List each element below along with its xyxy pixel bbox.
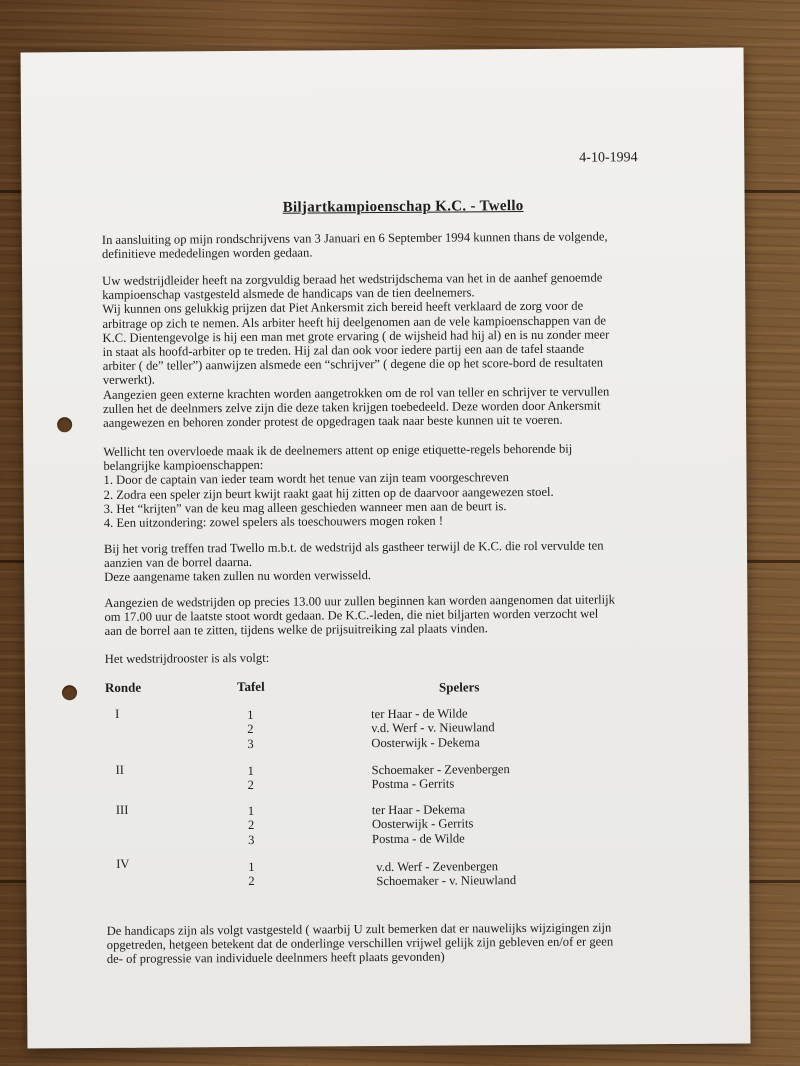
text-line: arbitrage op zich te nemen. Als arbiter heeft hij deelgenomen aan de vele kampioenschappen van de: [102, 313, 607, 331]
schedule-ronde: IV: [116, 856, 130, 871]
text-line: kampioenschap vastgesteld alsmede de handicaps van de tien deelnemers.: [102, 285, 475, 303]
schedule-match: Oosterwijk - Gerrits: [371, 816, 474, 832]
letter-sheet: [21, 47, 751, 1048]
schedule-match: Postma - Gerrits: [371, 776, 455, 792]
schedule-tafel: 3: [247, 832, 255, 847]
text-line: om 17.00 uur de laatste stoot wordt gedaan. De K.C.-leden, die niet biljarten worden verzocht wel: [104, 606, 599, 625]
schedule-header-ronde: Ronde: [104, 679, 142, 695]
paragraph-gastheer: [104, 538, 684, 585]
text-line: aangewezen en behoren zonder protest de opgedragen taak naar beste kunnen uit te voeren.: [103, 412, 563, 430]
schedule-match: v.d. Werf - v. Nieuwland: [371, 720, 495, 736]
schedule-tafel-column: [247, 708, 254, 751]
schedule-tafel: 1: [247, 707, 254, 722]
paragraph-arbitrage: [102, 270, 683, 430]
schedule-tafel-column: [248, 764, 254, 793]
schedule-header-spelers: Spelers: [438, 679, 480, 695]
schedule-tafel: 2: [248, 874, 255, 889]
schedule-tafel: 3: [247, 736, 254, 751]
schedule-tafel-column: [248, 860, 254, 889]
text-line: verwerkt).: [102, 373, 155, 388]
punch-hole-bottom: [62, 685, 77, 700]
text-line: Het wedstrijdrooster is als volgt:: [104, 650, 270, 666]
text-line: Uw wedstrijdleider heeft na zorgvuldig beraad het wedstrijdschema van het in de aanhef genoemde: [102, 270, 603, 288]
schedule-tafel: 2: [247, 778, 254, 793]
letter-date: 4-10-1994: [579, 150, 638, 166]
schedule-header-tafel: Tafel: [236, 678, 265, 695]
schedule-tafel: 2: [247, 818, 255, 833]
schedule-tafel: 2: [247, 722, 254, 737]
schedule-spelers-column: [372, 762, 510, 792]
schedule-tafel: 1: [247, 803, 255, 818]
schedule-match: Schoemaker - v. Nieuwland: [376, 873, 517, 889]
text-line: belangrijke kampioenschappen:: [103, 458, 264, 474]
paragraph-rooster-intro: [105, 648, 685, 666]
text-line: In aansluiting op mijn rondschrijvens van 3 Januari en 6 September 1994 kunnen thans de volgende,: [101, 229, 608, 247]
punch-hole-top: [57, 417, 72, 432]
paragraph-intro: [102, 229, 682, 261]
schedule-match: Postma - de Wilde: [371, 831, 465, 846]
schedule-tafel-column: [248, 804, 255, 847]
schedule-tafel: 1: [248, 859, 255, 874]
paragraph-handicaps: [107, 920, 697, 967]
text-line: Wij kunnen ons gelukkig prijzen dat Piet Ankersmit zich bereid heeft verklaard de zorg voor de: [102, 299, 584, 317]
text-line: Wellicht ten overvloede maak ik de deelnemers attent op enige etiquette-regels behorende bij: [103, 441, 573, 459]
schedule-spelers-column: [371, 706, 495, 750]
schedule-ronde: III: [115, 802, 129, 817]
schedule-tafel: 1: [247, 763, 254, 778]
schedule-spelers-column: [372, 802, 474, 846]
list-item: 3. Het “krijten” van de keu mag alleen geschieden wanneer men aan de beurt is.: [103, 498, 507, 516]
text-line: zullen het de deelnmers zelve zijn die deze taken krijgen toebedeeld. Deze worden door Ankersmit: [102, 398, 601, 416]
text-line: Aangezien geen externe krachten worden aangetrokken om de rol van teller en schrijver te vervullen: [102, 384, 610, 402]
text-line: definitieve mededelingen worden gedaan.: [101, 245, 313, 262]
list-item: 1. Door de captain van ieder team wordt het tenue van zijn team voorgeschreven: [103, 470, 509, 488]
paragraph-etiquette: [103, 441, 684, 530]
letter-title: Biljartkampioenschap K.C. - Twello: [282, 198, 524, 216]
text-line: de- of progressie van individuele deelnmers heeft plaats gevonden): [106, 950, 445, 967]
text-line: De handicaps zijn als volgt vastgesteld ( waarbij U zult bemerken dat er nauwelijks wijzigingen zijn: [106, 920, 612, 938]
text-line: K.C. Dientengevolge is hij een man met grote ervaring ( de wijsheid had hij al) en is nu zonder meer: [102, 327, 610, 345]
schedule-ronde: II: [115, 762, 124, 777]
schedule-match: ter Haar - Dekema: [371, 802, 466, 818]
text-line: Aangezien de wedstrijden op precies 13.00 uur zullen beginnen kan worden aangenomen dat uiterlijk: [104, 592, 615, 610]
text-line: opgetreden, hetgeen betekent dat de onderlinge verschillen vrijwel gelijk zijn gebleven en/of er geen: [106, 934, 614, 953]
schedule-ronde: I: [115, 706, 120, 721]
list-item: 2. Zodra een speler zijn beurt kwijt raakt gaat hij zitten op de daarvoor aangewezen stoel.: [103, 484, 554, 502]
text-line: arbiter ( de” teller”) aanwijzen alsmede een “schrijver” ( degene die op het score-bord de resultaten: [102, 355, 604, 374]
schedule-match: ter Haar - de Wilde: [371, 706, 468, 722]
paragraph-tijden: [104, 592, 684, 639]
schedule-match: v.d. Werf - Zevenbergen: [376, 859, 499, 875]
text-line: aanzien van de borrel daarna.: [104, 555, 253, 571]
text-line: Deze aangename taken zullen nu worden verwisseld.: [104, 568, 372, 585]
schedule-spelers-column: [376, 859, 516, 889]
text-line: Bij het vorig treffen trad Twello m.b.t. de wedstrijd als gastheer terwijl de K.C. die rol vervulde ten: [103, 538, 604, 556]
list-item: 4. Een uitzondering: zowel spelers als toeschouwers mogen roken !: [103, 513, 444, 530]
text-line: aan de borrel aan te zitten, tijdens welke de prijsuitreiking zal plaats vinden.: [104, 621, 488, 639]
schedule-match: Schoemaker - Zevenbergen: [371, 762, 510, 778]
schedule-match: Oosterwijk - Dekema: [371, 734, 480, 750]
text-line: in staat als hoofd-arbiter op te treden. Hij zal dan ook voor iedere partij een aan de tafel staande: [102, 341, 585, 359]
